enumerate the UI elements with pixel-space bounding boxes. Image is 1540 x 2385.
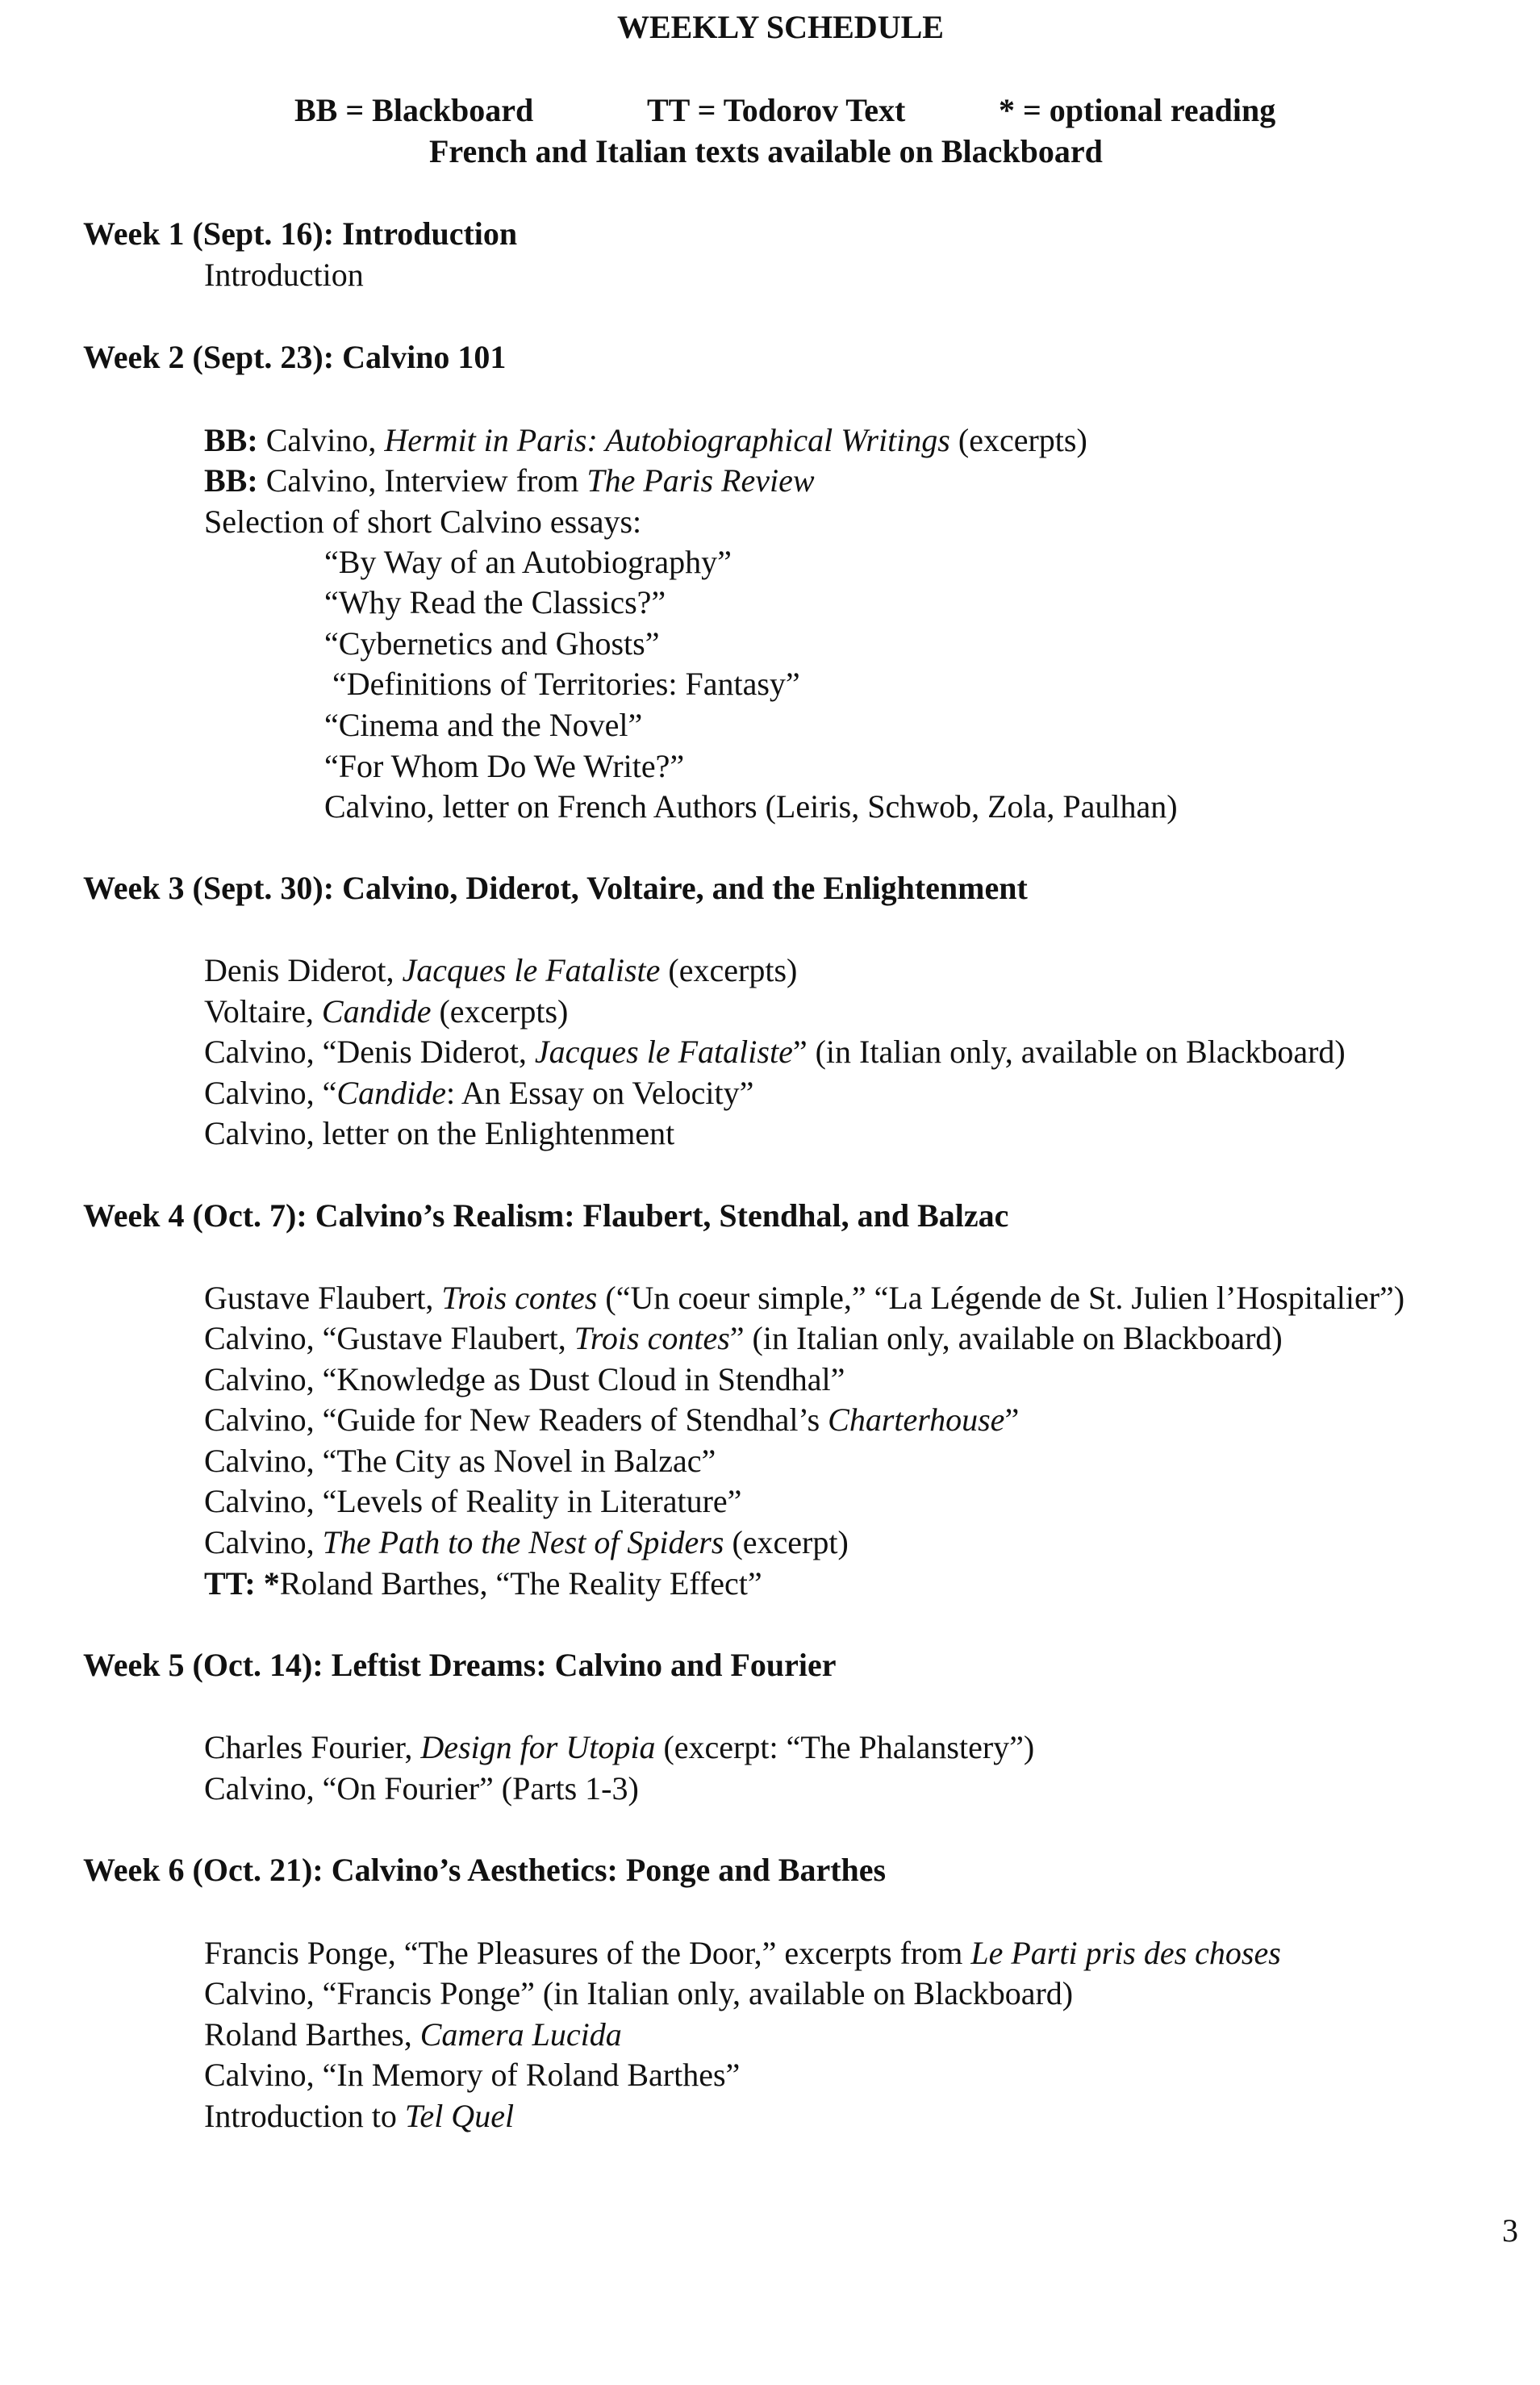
work-title: Jacques le Fataliste <box>534 1034 793 1070</box>
reading-item <box>204 950 797 991</box>
reading-text: Francis Ponge, “The Pleasures of the Door,” excerpts from <box>204 1935 971 1971</box>
reading-item: Calvino, “Knowledge as Dust Cloud in Stendhal” <box>204 1361 845 1397</box>
work-title: Camera Lucida <box>419 2016 622 2053</box>
reading-item <box>204 1318 1283 1359</box>
reading-text: Calvino, “ <box>204 1075 337 1111</box>
reading-item <box>204 1727 1034 1768</box>
work-title: Trois contes <box>441 1280 598 1316</box>
reading-text: (excerpt) <box>724 1524 849 1560</box>
work-title: Hermit in Paris: Autobiographical Writings <box>384 422 950 458</box>
work-title: Jacques le Fataliste <box>402 952 661 988</box>
reading-item: Introduction <box>204 257 364 293</box>
reading-text: : An Essay on Velocity” <box>445 1075 754 1111</box>
reading-item: Calvino, “The City as Novel in Balzac” <box>204 1443 716 1479</box>
legend-todorov: TT = Todorov Text <box>647 92 906 128</box>
reading-item <box>204 1032 1346 1072</box>
page-number: 3 <box>1502 2212 1518 2249</box>
work-title: Candide <box>336 1075 446 1111</box>
reading-text: ” (in Italian only, available on Blackboard) <box>792 1034 1346 1070</box>
reading-text: (excerpts) <box>660 952 798 988</box>
week-heading: Week 3 (Sept. 30): Calvino, Diderot, Voltaire, and the Enlightenment <box>83 870 1028 906</box>
reading-item <box>204 992 568 1032</box>
reading-item: Calvino, “In Memory of Roland Barthes” <box>204 2057 741 2093</box>
reading-item <box>204 1400 1019 1440</box>
legend-optional: * = optional reading <box>999 92 1276 128</box>
week-heading: Week 6 (Oct. 21): Calvino’s Aesthetics: Ponge and Barthes <box>83 1852 887 1888</box>
reading-text: Calvino, “Denis Diderot, <box>204 1034 535 1070</box>
work-title: The Paris Review <box>586 462 815 499</box>
week-heading: Week 1 (Sept. 16): Introduction <box>83 215 518 252</box>
reading-text: (excerpts) <box>431 993 569 1030</box>
reading-text: Calvino, <box>204 1524 323 1560</box>
reading-item: Selection of short Calvino essays: <box>204 503 642 540</box>
reading-item: Calvino, letter on the Enlightenment <box>204 1115 675 1151</box>
week-heading: Week 4 (Oct. 7): Calvino’s Realism: Flaubert, Stendhal, and Balzac <box>83 1197 1009 1234</box>
reading-text: Gustave Flaubert, <box>204 1280 442 1316</box>
work-title: The Path to the Nest of Spiders <box>322 1524 724 1560</box>
work-title: Tel Quel <box>404 2098 515 2134</box>
reading-text: Roland Barthes, “The Reality Effect” <box>279 1565 762 1602</box>
reading-text: Calvino, “Guide for New Readers of Stendhal’s <box>204 1401 828 1438</box>
reading-item: Calvino, “On Fourier” (Parts 1-3) <box>204 1770 639 1807</box>
reading-text: (excerpts) <box>949 422 1087 458</box>
legend-blackboard: BB = Blackboard <box>294 92 534 128</box>
blackboard-label: BB: <box>204 462 258 499</box>
reading-text: Calvino, “Gustave Flaubert, <box>204 1320 574 1356</box>
essay-item: Calvino, letter on French Authors (Leiris, Schwob, Zola, Paulhan) <box>324 788 1178 825</box>
todorov-label: TT: * <box>204 1565 280 1602</box>
reading-item <box>204 420 1087 461</box>
essay-item: “By Way of an Autobiography” <box>324 544 732 580</box>
reading-item <box>204 1933 1281 1974</box>
essay-item: “Cybernetics and Ghosts” <box>324 625 660 662</box>
essay-item: “Cinema and the Novel” <box>324 707 643 743</box>
reading-item: Calvino, “Levels of Reality in Literature” <box>204 1483 742 1519</box>
reading-item <box>204 2096 514 2136</box>
reading-item <box>204 1522 849 1563</box>
reading-text: Calvino, <box>257 422 385 458</box>
reading-item <box>204 1073 753 1113</box>
essay-item: “Definitions of Territories: Fantasy” <box>332 666 800 702</box>
week-heading: Week 2 (Sept. 23): Calvino 101 <box>83 339 507 375</box>
reading-text: (excerpt: “The Phalanstery”) <box>655 1729 1035 1765</box>
reading-text: Introduction to <box>204 2098 405 2134</box>
reading-text: Roland Barthes, <box>204 2016 420 2053</box>
work-title: Design for Utopia <box>420 1729 656 1765</box>
reading-text: (“Un coeur simple,” “La Légende de St. Julien l’Hospitalier”) <box>597 1280 1405 1316</box>
blackboard-label: BB: <box>204 422 258 458</box>
work-title: Charterhouse <box>828 1401 1005 1438</box>
reading-item: Calvino, “Francis Ponge” (in Italian only, available on Blackboard) <box>204 1975 1074 2011</box>
work-title: Le Parti pris des choses <box>970 1935 1281 1971</box>
legend-note: French and Italian texts available on Blackboard <box>429 133 1103 169</box>
reading-text: ” <box>1004 1401 1020 1438</box>
reading-item <box>204 1278 1404 1318</box>
reading-item <box>204 1564 762 1604</box>
work-title: Trois contes <box>574 1320 730 1356</box>
reading-text: ” (in Italian only, available on Blackboard) <box>729 1320 1283 1356</box>
reading-text: Charles Fourier, <box>204 1729 421 1765</box>
essay-item: “Why Read the Classics?” <box>324 584 666 620</box>
reading-item <box>204 2015 622 2055</box>
reading-text: Voltaire, <box>204 993 322 1030</box>
reading-item <box>204 461 815 501</box>
essay-item: “For Whom Do We Write?” <box>324 748 685 784</box>
reading-text: Calvino, Interview from <box>257 462 587 499</box>
reading-text: Denis Diderot, <box>204 952 403 988</box>
work-title: Candide <box>321 993 432 1030</box>
week-heading: Week 5 (Oct. 14): Leftist Dreams: Calvino and Fourier <box>83 1647 837 1683</box>
page-title: WEEKLY SCHEDULE <box>617 9 944 45</box>
